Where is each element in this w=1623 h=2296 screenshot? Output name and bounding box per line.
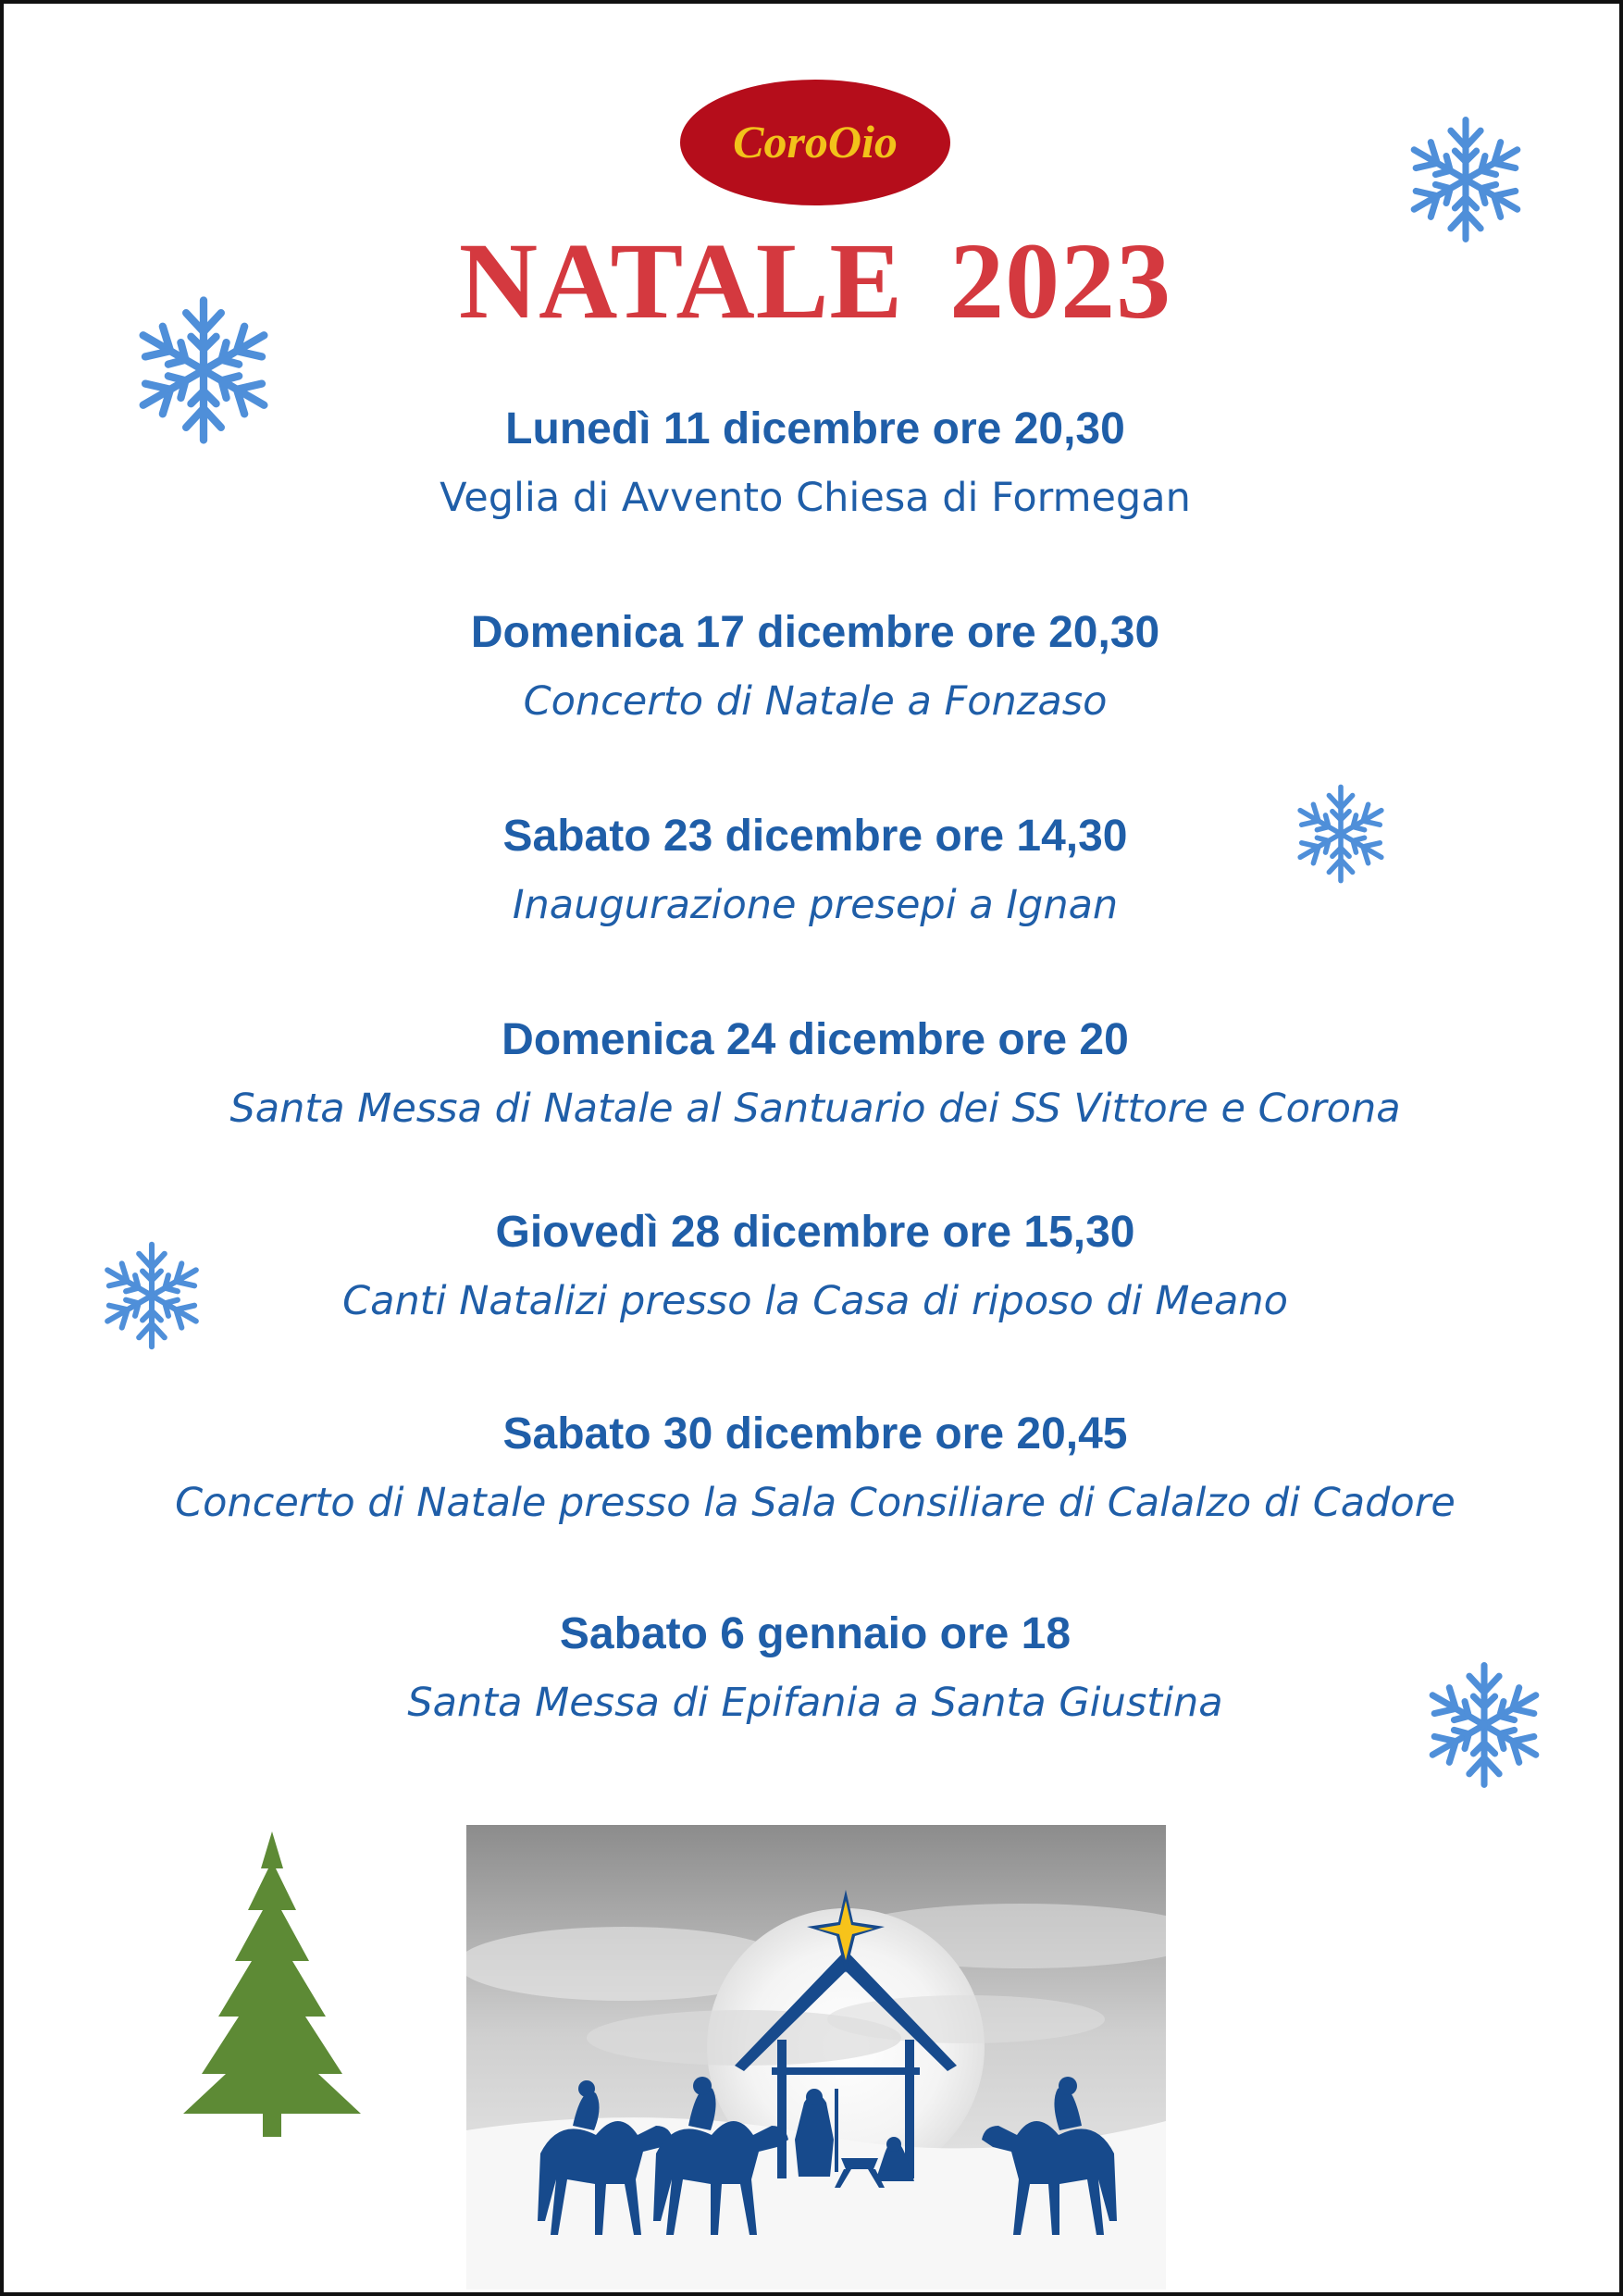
event-date: Lunedì 11 dicembre ore 20,30 [505, 404, 1125, 453]
event-description: Santa Messa di Epifania a Santa Giustina [407, 1680, 1223, 1726]
snowflake-icon [1290, 783, 1392, 885]
event-description: Santa Messa di Natale al Santuario dei SS Vittore e Corona [229, 1086, 1401, 1132]
event-description: Concerto di Natale presso la Sala Consiliare di Calalzo di Cadore [175, 1480, 1456, 1526]
coro-oio-logo [678, 78, 952, 207]
event-description: Concerto di Natale a Fonzaso [523, 678, 1108, 725]
snowflake-icon [1419, 1660, 1549, 1790]
snowflake-icon [96, 1240, 207, 1351]
title-year: 2023 [949, 220, 1172, 341]
snowflake-icon [128, 294, 279, 446]
event-4 [4, 1011, 1623, 1135]
event-7 [4, 1605, 1623, 1729]
event-date: Sabato 30 dicembre ore 20,45 [502, 1409, 1128, 1458]
logo-text: CoroOio [733, 116, 898, 168]
event-date: Domenica 24 dicembre ore 20 [502, 1015, 1129, 1064]
event-date: Sabato 6 gennaio ore 18 [559, 1609, 1072, 1658]
event-2 [4, 603, 1623, 727]
event-description: Canti Natalizi presso la Casa di riposo di Meano [342, 1278, 1288, 1324]
christmas-tree-icon [180, 1831, 365, 2137]
event-6 [4, 1405, 1623, 1529]
title-word: NATALE [458, 220, 904, 341]
event-5 [4, 1203, 1623, 1327]
event-date: Sabato 23 dicembre ore 14,30 [502, 812, 1128, 861]
event-date: Giovedì 28 dicembre ore 15,30 [495, 1208, 1135, 1257]
snowflake-icon [1401, 115, 1530, 244]
nativity-scene-illustration [466, 1825, 1166, 2290]
event-description: Inaugurazione presepi a Ignan [512, 882, 1119, 928]
event-description: Veglia di Avvento Chiesa di Formegan [440, 475, 1191, 521]
event-date: Domenica 17 dicembre ore 20,30 [470, 608, 1160, 657]
